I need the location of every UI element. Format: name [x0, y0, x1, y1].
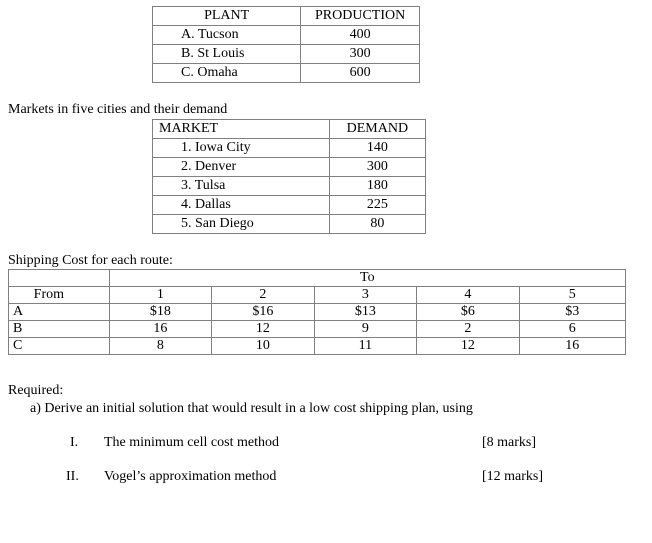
- demand-header: DEMAND: [329, 120, 425, 139]
- shipping-cost-table: [8, 269, 626, 355]
- column-header: 3: [314, 287, 416, 304]
- table-row: [153, 196, 426, 215]
- table-row: [153, 158, 426, 177]
- cost-cell: 11: [314, 338, 416, 355]
- market-header: MARKET: [153, 120, 330, 139]
- demand-value: 300: [329, 158, 425, 177]
- column-header: 4: [417, 287, 519, 304]
- from-label: From: [9, 287, 110, 304]
- plant-name: C. Omaha: [153, 64, 301, 83]
- cost-cell: 9: [314, 321, 416, 338]
- market-name: 5. San Diego: [153, 215, 330, 234]
- empty-cell: [9, 270, 110, 287]
- cost-cell: $18: [109, 304, 211, 321]
- production-value: 400: [301, 26, 420, 45]
- required-question: a) Derive an initial solution that would result in a low cost shipping plan, using: [30, 401, 473, 416]
- demand-value: 180: [329, 177, 425, 196]
- production-header: PRODUCTION: [301, 7, 420, 26]
- item-number: I.: [70, 435, 79, 450]
- cost-cell: 10: [212, 338, 314, 355]
- plant-production-table: [152, 6, 420, 83]
- cost-cell: 12: [417, 338, 519, 355]
- demand-value: 80: [329, 215, 425, 234]
- market-demand-table: [152, 119, 426, 234]
- table-row: [153, 45, 420, 64]
- required-label: Required:: [8, 383, 64, 398]
- markets-caption: Markets in five cities and their demand: [8, 102, 228, 117]
- to-label: To: [109, 270, 625, 287]
- table-row: [153, 64, 420, 83]
- production-value: 300: [301, 45, 420, 64]
- table-row: [9, 321, 626, 338]
- table-row: [153, 215, 426, 234]
- demand-value: 225: [329, 196, 425, 215]
- market-name: 3. Tulsa: [153, 177, 330, 196]
- cost-cell: $13: [314, 304, 416, 321]
- market-name: 4. Dallas: [153, 196, 330, 215]
- cost-cell: $3: [519, 304, 625, 321]
- item-marks: [8 marks]: [482, 435, 537, 450]
- market-name: 1. Iowa City: [153, 139, 330, 158]
- demand-value: 140: [329, 139, 425, 158]
- cost-cell: $6: [417, 304, 519, 321]
- item-text: Vogel’s approximation method: [104, 469, 277, 484]
- cost-cell: 6: [519, 321, 625, 338]
- table-row: [9, 304, 626, 321]
- item-number: II.: [66, 469, 79, 484]
- production-value: 600: [301, 64, 420, 83]
- cost-cell: 12: [212, 321, 314, 338]
- cost-cell: 8: [109, 338, 211, 355]
- row-label: B: [9, 321, 110, 338]
- item-marks: [12 marks]: [482, 469, 544, 484]
- cost-cell: 2: [417, 321, 519, 338]
- plant-name: B. St Louis: [153, 45, 301, 64]
- cost-cell: $16: [212, 304, 314, 321]
- table-row: [153, 26, 420, 45]
- plant-name: A. Tucson: [153, 26, 301, 45]
- table-row: [153, 177, 426, 196]
- shipping-caption: Shipping Cost for each route:: [8, 253, 173, 268]
- table-row: [153, 139, 426, 158]
- table-row: [9, 338, 626, 355]
- item-text: The minimum cell cost method: [104, 435, 279, 450]
- column-header: 5: [519, 287, 625, 304]
- row-label: C: [9, 338, 110, 355]
- market-name: 2. Denver: [153, 158, 330, 177]
- cost-cell: 16: [109, 321, 211, 338]
- column-header: 2: [212, 287, 314, 304]
- cost-cell: 16: [519, 338, 625, 355]
- row-label: A: [9, 304, 110, 321]
- plant-header: PLANT: [153, 7, 301, 26]
- column-header: 1: [109, 287, 211, 304]
